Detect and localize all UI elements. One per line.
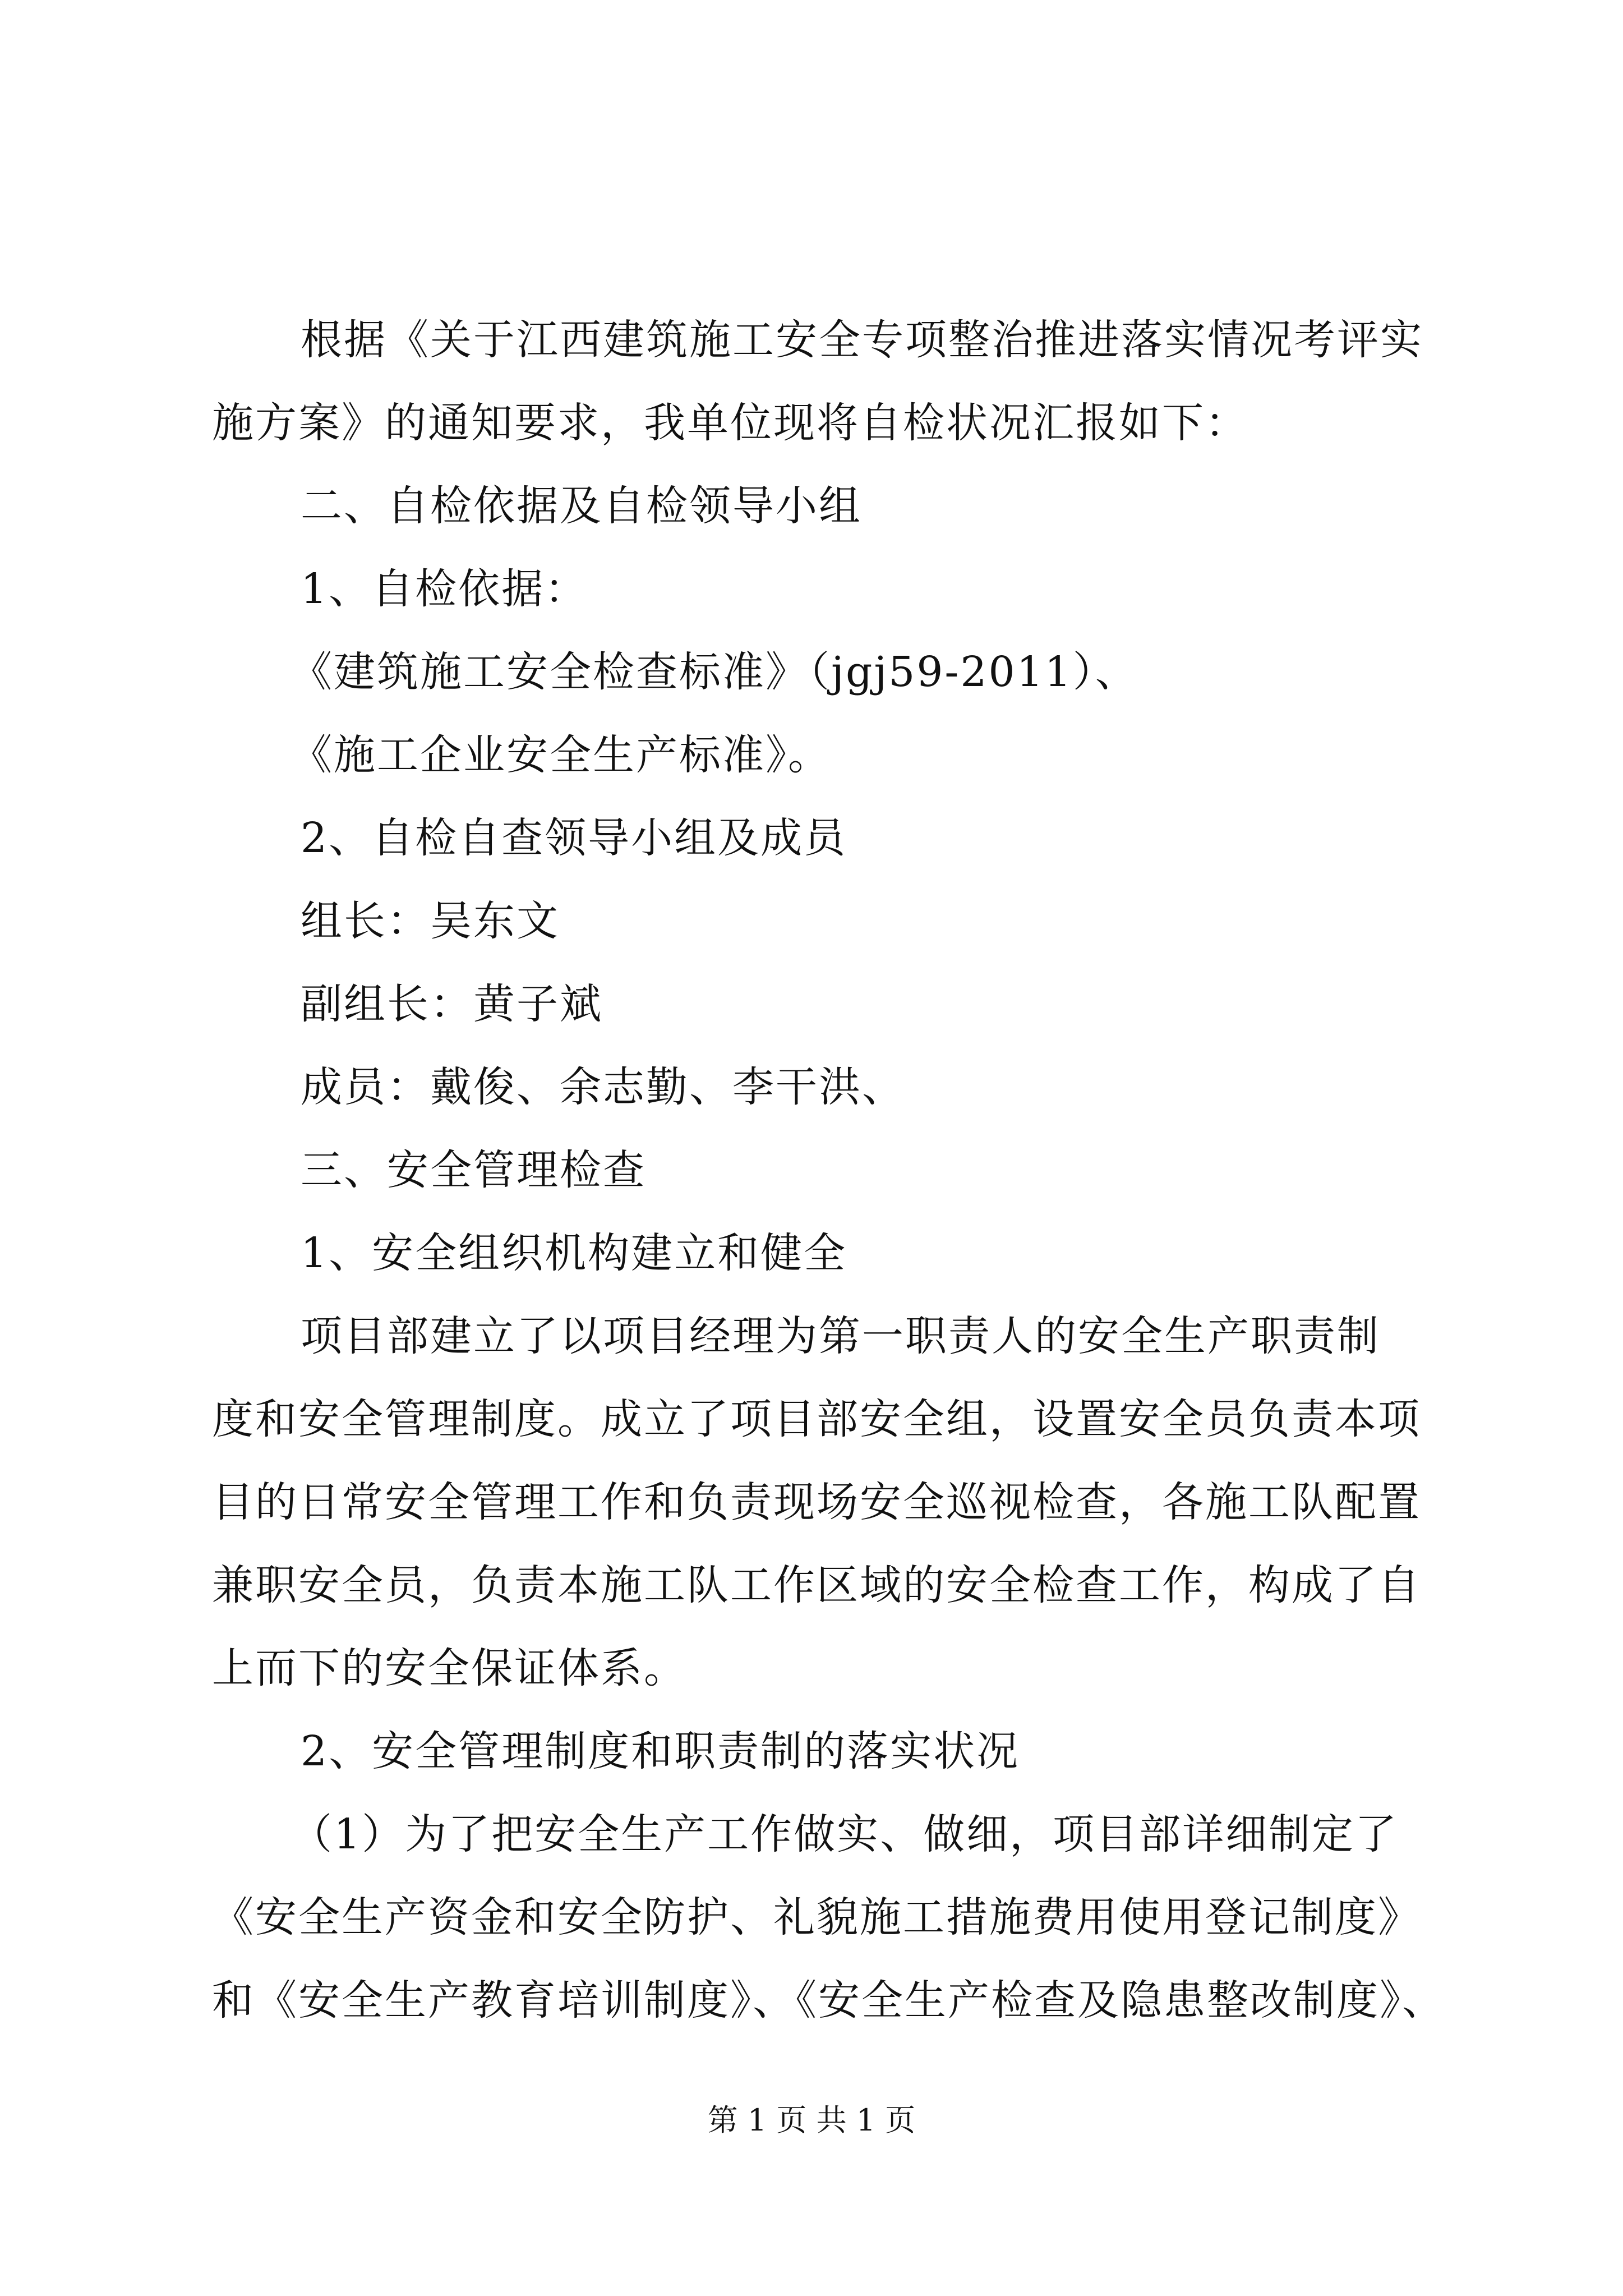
subsection-heading: 2、自检自查领导小组及成员 [301, 814, 847, 862]
document-body [212, 298, 1468, 2042]
paragraph-line: 施方案》的通知要求，我单位现将自检状况汇报如下： [212, 399, 1248, 447]
paragraph-line: （1）为了把安全生产工作做实、做细，项目部详细制定了 [291, 1810, 1399, 1858]
paragraph-line: 目的日常安全管理工作和负责现场安全巡视检查，各施工队配置 [212, 1478, 1421, 1526]
team-deputy-leader: 副组长：黄子斌 [301, 980, 603, 1028]
team-leader: 组长：吴东文 [301, 897, 560, 945]
reference-standard: 《施工企业安全生产标准》。 [291, 731, 831, 779]
page-footer: 第 1 页 共 1 页 [707, 2102, 916, 2138]
paragraph-line: 兼职安全员，负责本施工队工作区域的安全检查工作，构成了自 [212, 1561, 1421, 1609]
subsection-heading: 1、自检依据： [301, 565, 588, 613]
paragraph-line: 项目部建立了以项目经理为第一职责人的安全生产职责制 [301, 1312, 1380, 1360]
section-heading: 二、自检依据及自检领导小组 [301, 482, 862, 530]
paragraph-line: 根据《关于江西建筑施工安全专项整治推进落实情况考评实 [301, 316, 1423, 364]
paragraph-line: 《安全生产资金和安全防护、礼貌施工措施费用使用登记制度》 [212, 1893, 1421, 1941]
subsection-heading: 1、安全组织机构建立和健全 [301, 1229, 847, 1277]
paragraph-line: 度和安全管理制度。成立了项目部安全组，设置安全员负责本项 [212, 1395, 1421, 1443]
paragraph-line: 和《安全生产教育培训制度》、《安全生产检查及隐患整改制度》、 [212, 1976, 1445, 2024]
paragraph-line: 上而下的安全保证体系。 [212, 1644, 687, 1692]
subsection-heading: 2、安全管理制度和职责制的落实状况 [301, 1727, 1020, 1775]
team-members: 成员：戴俊、余志勤、李干洪、 [301, 1063, 905, 1111]
section-heading: 三、安全管理检查 [301, 1146, 646, 1194]
reference-standard: 《建筑施工安全检查标准》（jgj59-2011）、 [291, 648, 1138, 696]
